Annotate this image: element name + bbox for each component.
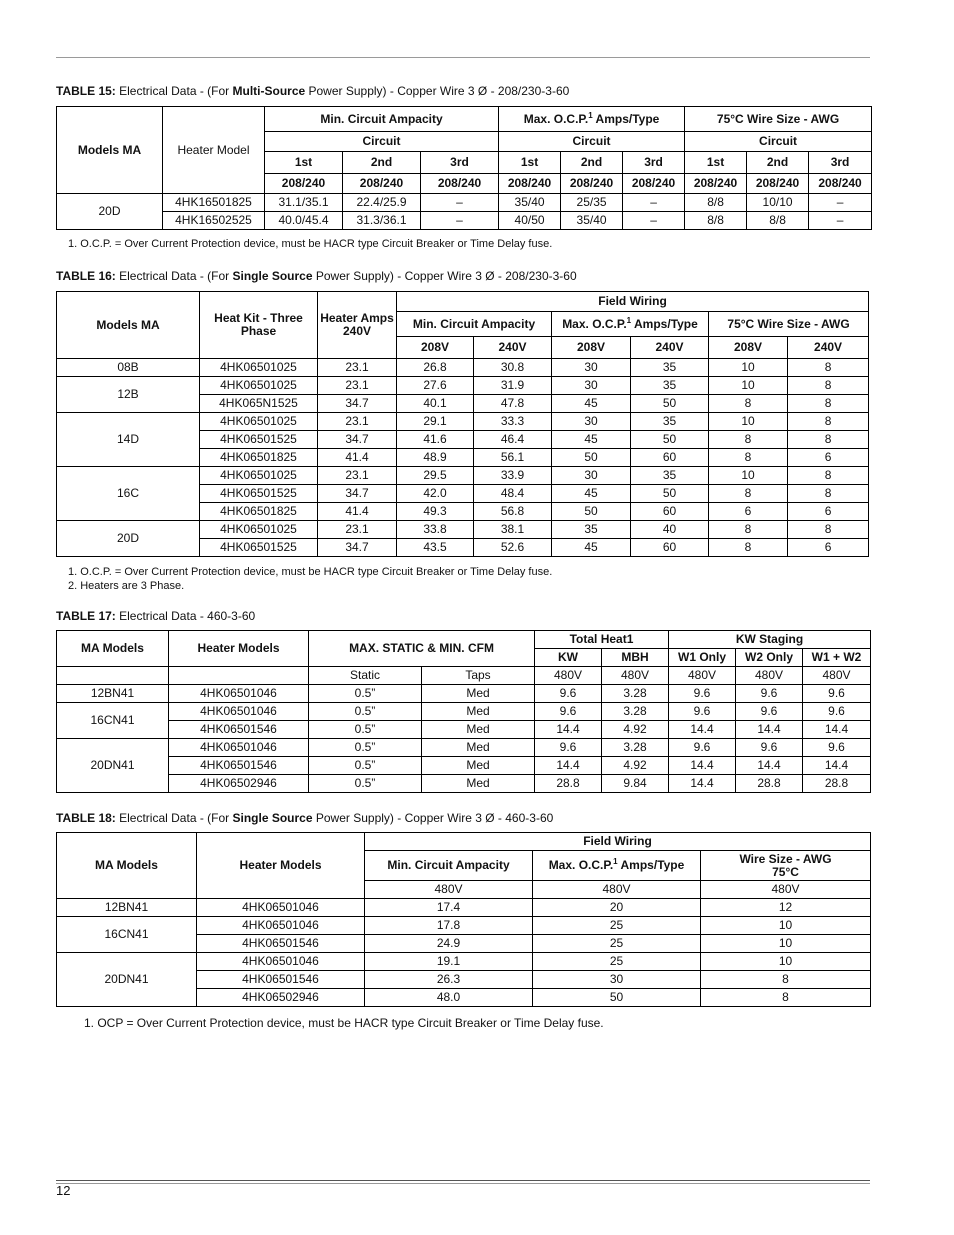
table-row [57,775,871,793]
data-cell: Med [422,775,535,793]
voltage-header: 208/240 [809,174,872,194]
table-row [57,194,872,212]
data-cell: 47.8 [474,395,552,413]
data-cell: 35 [631,467,709,485]
table-row [57,377,869,395]
table-row [57,721,871,739]
w1-only-header: W1 Only [669,649,736,667]
kw-staging-header: KW Staging [669,631,871,649]
data-cell: 45 [552,431,631,449]
table-18 [56,832,871,1007]
table-row [57,212,872,230]
data-cell: 14.4 [803,721,871,739]
heater-cell: 4HK16501825 [163,194,265,212]
data-cell: 31.3/36.1 [343,212,421,230]
data-cell: Med [422,739,535,757]
heater-cell: 4HK06501025 [200,521,318,539]
heater-cell: 4HK06502946 [197,989,365,1007]
voltage-subheader: 480V [669,667,736,685]
data-cell: 45 [552,485,631,503]
data-cell: 0.5” [309,739,422,757]
voltage-subheader: 480V [803,667,871,685]
data-cell: 25/35 [561,194,623,212]
data-cell: 31.9 [474,377,552,395]
data-cell: 33.8 [397,521,474,539]
data-cell: 8 [788,521,869,539]
heater-cell: 4HK065N1525 [200,395,318,413]
data-cell: 12 [701,899,871,917]
data-cell: 23.1 [318,377,397,395]
mca-header: Min. Circuit Ampacity [397,312,552,337]
data-cell: 28.8 [736,775,803,793]
table-17 [56,630,871,793]
heater-cell: 4HK06501825 [200,449,318,467]
data-cell: 10 [709,467,788,485]
data-cell: 17.8 [365,917,533,935]
data-cell: 8 [788,395,869,413]
data-cell: 9.84 [602,775,669,793]
data-cell: Med [422,703,535,721]
data-cell: 14.4 [669,775,736,793]
data-cell: 52.6 [474,539,552,557]
data-cell: 26.3 [365,971,533,989]
data-cell: 45 [552,395,631,413]
table-row [57,917,871,935]
model-cell: 08B [57,359,200,377]
table-16-footnote-2: 2. Heaters are 3 Phase. [68,580,185,592]
data-cell: 23.1 [318,413,397,431]
taps-subheader: Taps [422,667,535,685]
data-cell: 4.92 [602,721,669,739]
heater-cell: 4HK06501525 [200,431,318,449]
data-cell: 50 [533,989,701,1007]
data-cell: 27.6 [397,377,474,395]
circuit-1st-header: 1st [685,152,747,174]
circuit-header: Circuit [265,132,499,152]
data-cell: 0.5” [309,775,422,793]
data-cell: 30 [533,971,701,989]
page-number: 12 [56,1183,71,1198]
voltage-subheader: 480V [602,667,669,685]
data-cell: 41.4 [318,503,397,521]
table-row [57,899,871,917]
heater-cell: 4HK06501546 [169,721,309,739]
voltage-subheader: 480V [701,881,871,899]
model-cell: 20D [57,194,163,230]
data-cell: 35/40 [561,212,623,230]
table-row [57,953,871,971]
data-cell: 8 [709,485,788,503]
table-15 [56,106,872,230]
data-cell: 34.7 [318,485,397,503]
v208-header: 208V [397,337,474,359]
total-heat-header: Total Heat1 [535,631,669,649]
heater-cell: 4HK16502525 [163,212,265,230]
data-cell: 34.7 [318,395,397,413]
data-cell: – [421,194,499,212]
data-cell: 28.8 [535,775,602,793]
mca-header: Min. Circuit Ampacity [265,107,499,132]
heater-cell: 4HK06501025 [200,467,318,485]
data-cell: 31.1/35.1 [265,194,343,212]
kw-header: KW [535,649,602,667]
data-cell: 45 [552,539,631,557]
data-cell: 3.28 [602,685,669,703]
data-cell: 33.3 [474,413,552,431]
data-cell: 8 [709,431,788,449]
data-cell: 3.28 [602,703,669,721]
data-cell: 10 [701,935,871,953]
data-cell: 29.5 [397,467,474,485]
voltage-header: 208/240 [421,174,499,194]
data-cell: – [809,212,872,230]
data-cell: 3.28 [602,739,669,757]
static-cfm-header: MAX. STATIC & MIN. CFM [309,631,535,667]
w2-only-header: W2 Only [736,649,803,667]
data-cell: 14.4 [736,721,803,739]
v208-header: 208V [552,337,631,359]
data-cell: 35 [631,359,709,377]
data-cell: 8 [701,989,871,1007]
model-cell: 16C [57,467,200,521]
data-cell: 9.6 [736,739,803,757]
data-cell: 25 [533,953,701,971]
models-header: Models MA [57,292,200,359]
heater-cell: 4HK06501525 [200,485,318,503]
data-cell: 40/50 [499,212,561,230]
data-cell: 41.4 [318,449,397,467]
heater-cell: 4HK06501025 [200,359,318,377]
ocp-header: Max. O.C.P.$^1$ Amps/Type [552,312,709,337]
data-cell: Med [422,721,535,739]
data-cell: 9.6 [803,685,871,703]
data-cell: 6 [788,449,869,467]
voltage-header: 208/240 [561,174,623,194]
data-cell: 48.0 [365,989,533,1007]
table-18-body [57,899,871,1007]
data-cell: 49.3 [397,503,474,521]
heater-cell: 4HK06501046 [169,685,309,703]
data-cell: 17.4 [365,899,533,917]
data-cell: – [809,194,872,212]
mca-header: Min. Circuit Ampacity [365,851,533,881]
table-row [57,467,869,485]
w1-w2-header: W1 + W2 [803,649,871,667]
circuit-3rd-header: 3rd [623,152,685,174]
data-cell: 30 [552,359,631,377]
data-cell: 35 [631,377,709,395]
data-cell: 8/8 [685,194,747,212]
models-header: MA Models [57,833,197,899]
heater-cell: 4HK06501046 [169,703,309,721]
table-15-footnote: 1. O.C.P. = Over Current Protection device, must be HACR type Circuit Breaker or Time Delay fuse. [68,238,553,250]
voltage-subheader: 480V [365,881,533,899]
data-cell: 14.4 [736,757,803,775]
model-cell: 12B [57,377,200,413]
data-cell: 14.4 [535,721,602,739]
data-cell: 4.92 [602,757,669,775]
data-cell: 9.6 [669,703,736,721]
circuit-2nd-header: 2nd [561,152,623,174]
circuit-2nd-header: 2nd [343,152,421,174]
heater-cell: 4HK06501525 [200,539,318,557]
data-cell: 41.6 [397,431,474,449]
data-cell: 20 [533,899,701,917]
heater-cell: 4HK06502946 [169,775,309,793]
data-cell: 14.4 [803,757,871,775]
v208-header: 208V [709,337,788,359]
data-cell: 35 [631,413,709,431]
voltage-header: 208/240 [685,174,747,194]
voltage-subheader: 480V [533,881,701,899]
voltage-header: 208/240 [265,174,343,194]
data-cell: 9.6 [803,739,871,757]
empty-cell [57,667,169,685]
data-cell: 40.1 [397,395,474,413]
data-cell: 0.5” [309,703,422,721]
voltage-subheader: 480V [736,667,803,685]
data-cell: 10 [701,953,871,971]
data-cell: 8/8 [747,212,809,230]
data-cell: 8 [788,413,869,431]
v240-header: 240V [631,337,709,359]
data-cell: 14.4 [669,757,736,775]
ocp-header: Max. O.C.P.$^1$ Amps/Type [533,851,701,881]
table-row [57,685,871,703]
v240-header: 240V [788,337,869,359]
data-cell: 35 [552,521,631,539]
data-cell: 8 [709,521,788,539]
heater-model-header: Heater Model [163,107,265,194]
data-cell: 48.9 [397,449,474,467]
heater-cell: 4HK06501546 [169,757,309,775]
table-18-caption: TABLE 18: Electrical Data - (For Single Source Power Supply) - Copper Wire 3 Ø - 460-3-60 [56,811,554,825]
voltage-header: 208/240 [499,174,561,194]
data-cell: 8 [788,377,869,395]
mbh-header: MBH [602,649,669,667]
data-cell: 14.4 [669,721,736,739]
data-cell: 10 [701,917,871,935]
model-cell: 12BN41 [57,685,169,703]
model-cell: 20DN41 [57,739,169,793]
wire-size-header: Wire Size - AWG 75°C [701,851,871,881]
data-cell: 9.6 [535,685,602,703]
table-17-body [57,685,871,793]
data-cell: 60 [631,503,709,521]
table-18-footnote: 1. OCP = Over Current Protection device, must be HACR type Circuit Breaker or Time Delay fuse. [84,1016,604,1030]
data-cell: 42.0 [397,485,474,503]
table-16-body [57,359,869,557]
data-cell: 50 [552,503,631,521]
table-row [57,359,869,377]
voltage-subheader: 480V [535,667,602,685]
heater-cell: 4HK06501046 [197,899,365,917]
data-cell: Med [422,757,535,775]
data-cell: 9.6 [736,703,803,721]
circuit-header: Circuit [685,132,872,152]
data-cell: 35/40 [499,194,561,212]
data-cell: 23.1 [318,521,397,539]
data-cell: 50 [631,485,709,503]
data-cell: 25 [533,917,701,935]
data-cell: 56.1 [474,449,552,467]
bottom-rule-thin [56,1183,870,1184]
table-15-caption: TABLE 15: Electrical Data - (For Multi-Source Power Supply) - Copper Wire 3 Ø - 208/230-3-60 [56,84,570,98]
data-cell: 48.4 [474,485,552,503]
table-row [57,757,871,775]
data-cell: 6 [788,503,869,521]
data-cell: 8 [788,359,869,377]
bottom-rule [56,1180,870,1181]
data-cell: 23.1 [318,359,397,377]
data-cell: 26.8 [397,359,474,377]
data-cell: 10 [709,359,788,377]
data-cell: 14.4 [535,757,602,775]
wire-size-header: 75°C Wire Size - AWG [709,312,869,337]
circuit-header: Circuit [499,132,685,152]
data-cell: 40 [631,521,709,539]
heat-kit-header: Heat Kit - Three Phase [200,292,318,359]
models-header: MA Models [57,631,169,667]
model-cell: 20DN41 [57,953,197,1007]
data-cell: 0.5” [309,757,422,775]
table-16-caption: TABLE 16: Electrical Data - (For Single Source Power Supply) - Copper Wire 3 Ø - 208/230-3-60 [56,269,577,283]
data-cell: 9.6 [803,703,871,721]
wire-size-header: 75°C Wire Size - AWG [685,107,872,132]
data-cell: 22.4/25.9 [343,194,421,212]
heater-header: Heater Models [197,833,365,899]
v240-header: 240V [474,337,552,359]
heater-cell: 4HK06501546 [197,935,365,953]
data-cell: 0.5” [309,721,422,739]
heater-cell: 4HK06501046 [197,953,365,971]
data-cell: 8 [709,449,788,467]
table-row [57,703,871,721]
data-cell: 8 [788,485,869,503]
data-cell: 30 [552,377,631,395]
data-cell: 9.6 [736,685,803,703]
data-cell: – [623,212,685,230]
circuit-3rd-header: 3rd [809,152,872,174]
models-header: Models MA [57,107,163,194]
data-cell: 60 [631,539,709,557]
data-cell: 56.8 [474,503,552,521]
data-cell: 10 [709,377,788,395]
table-17-caption: TABLE 17: Electrical Data - 460-3-60 [56,609,256,623]
static-subheader: Static [309,667,422,685]
data-cell: 9.6 [535,703,602,721]
data-cell: 9.6 [669,685,736,703]
data-cell: 50 [631,431,709,449]
ocp-header: Max. O.C.P.$^1$ Amps/Type [499,107,685,132]
heater-amps-header: Heater Amps 240V [318,292,397,359]
field-wiring-header: Field Wiring [365,833,871,851]
data-cell: 6 [788,539,869,557]
table-row [57,413,869,431]
data-cell: 38.1 [474,521,552,539]
data-cell: Med [422,685,535,703]
data-cell: 60 [631,449,709,467]
data-cell: 8 [788,431,869,449]
data-cell: 8 [701,971,871,989]
voltage-header: 208/240 [623,174,685,194]
data-cell: 19.1 [365,953,533,971]
data-cell: 50 [631,395,709,413]
data-cell: 8/8 [685,212,747,230]
heater-cell: 4HK06501046 [197,917,365,935]
data-cell: 34.7 [318,431,397,449]
data-cell: 50 [552,449,631,467]
heater-cell: 4HK06501825 [200,503,318,521]
empty-cell [169,667,309,685]
model-cell: 12BN41 [57,899,197,917]
circuit-2nd-header: 2nd [747,152,809,174]
heater-header: Heater Models [169,631,309,667]
table-row [57,739,871,757]
voltage-header: 208/240 [343,174,421,194]
circuit-1st-header: 1st [265,152,343,174]
data-cell: 29.1 [397,413,474,431]
data-cell: 8 [788,467,869,485]
data-cell: 8 [709,395,788,413]
data-cell: 9.6 [669,739,736,757]
data-cell: 30 [552,413,631,431]
circuit-3rd-header: 3rd [421,152,499,174]
model-cell: 20D [57,521,200,557]
data-cell: 34.7 [318,539,397,557]
heater-cell: 4HK06501025 [200,377,318,395]
data-cell: 23.1 [318,467,397,485]
table-16-footnote-1: 1. O.C.P. = Over Current Protection device, must be HACR type Circuit Breaker or Time Delay fuse. [68,566,553,578]
data-cell: 28.8 [803,775,871,793]
heater-cell: 4HK06501546 [197,971,365,989]
data-cell: 30 [552,467,631,485]
data-cell: 0.5” [309,685,422,703]
model-cell: 16CN41 [57,917,197,953]
data-cell: 9.6 [535,739,602,757]
heater-cell: 4HK06501025 [200,413,318,431]
data-cell: – [623,194,685,212]
table-row [57,521,869,539]
data-cell: 43.5 [397,539,474,557]
field-wiring-header: Field Wiring [397,292,869,312]
data-cell: 46.4 [474,431,552,449]
top-rule [56,57,870,58]
data-cell: 30.8 [474,359,552,377]
data-cell: 25 [533,935,701,953]
data-cell: 40.0/45.4 [265,212,343,230]
model-cell: 16CN41 [57,703,169,739]
data-cell: 8 [709,539,788,557]
data-cell: 6 [709,503,788,521]
data-cell: 33.9 [474,467,552,485]
data-cell: – [421,212,499,230]
heater-cell: 4HK06501046 [169,739,309,757]
circuit-1st-header: 1st [499,152,561,174]
data-cell: 10/10 [747,194,809,212]
model-cell: 14D [57,413,200,467]
data-cell: 24.9 [365,935,533,953]
table-16 [56,291,869,557]
voltage-header: 208/240 [747,174,809,194]
data-cell: 10 [709,413,788,431]
